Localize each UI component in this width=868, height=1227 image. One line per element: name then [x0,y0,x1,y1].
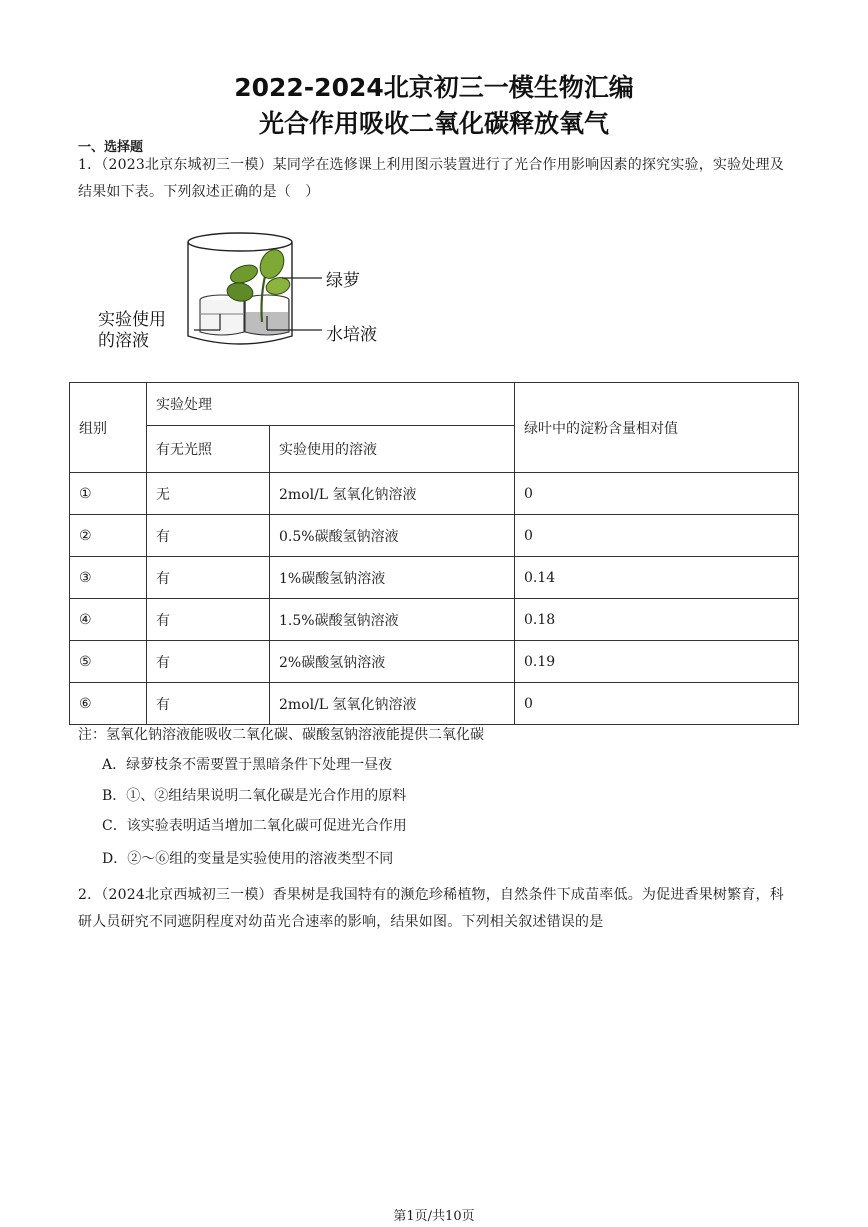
label-solution-line1: 实验使用 [98,310,166,330]
cell-group: ④ [70,599,147,641]
cell-light: 有 [147,641,270,683]
experiment-apparatus-figure [94,226,404,356]
table-row [70,599,799,641]
option-b[interactable]: B．①、②组结果说明二氧化碳是光合作用的原料 [102,788,407,804]
table-row [70,515,799,557]
cell-value: 0.19 [515,641,799,683]
table-row [70,641,799,683]
cell-group: ⑥ [70,683,147,725]
question-1-text: 1．（2023北京东城初三一模）某同学在选修课上利用图示装置进行了光合作用影响因素的探究实验，实验处理及结果如下表。下列叙述正确的是（ ） [78,157,784,200]
cell-light: 有 [147,683,270,725]
label-plant: 绿萝 [326,271,360,291]
cell-light: 有 [147,515,270,557]
cell-group: ③ [70,557,147,599]
table-row [70,683,799,725]
leaf-2 [256,246,289,282]
question-2-text: 2．（2024北京西城初三一模）香果树是我国特有的濒危珍稀植物，自然条件下成苗率低。为促进香果树繁育，科研人员研究不同遮阴程度对幼苗光合速率的影响，结果如图。下列相关叙述错误的是 [78,887,784,930]
header-solution: 实验使用的溶液 [270,426,515,473]
page-footer: 第1页/共10页 [393,1209,475,1224]
cell-value: 0 [515,515,799,557]
cell-solution: 0.5%碳酸氢钠溶液 [270,515,515,557]
cell-group: ① [70,473,147,515]
table-row [70,557,799,599]
section-heading: 一、选择题 [78,140,144,155]
leaf-1 [228,262,260,287]
header-treatment: 实验处理 [147,383,515,426]
results-table [69,382,799,725]
option-c[interactable]: C．该实验表明适当增加二氧化碳可促进光合作用 [102,818,407,834]
cell-light: 无 [147,473,270,515]
header-group: 组别 [70,383,147,473]
option-a[interactable]: A．绿萝枝条不需要置于黑暗条件下处理一昼夜 [102,757,393,773]
table-row [70,473,799,515]
cell-value: 0 [515,473,799,515]
option-d[interactable]: D．②～⑥组的变量是实验使用的溶液类型不同 [102,851,394,867]
cell-solution: 2mol/L 氢氧化钠溶液 [270,683,515,725]
cell-light: 有 [147,557,270,599]
document-title: 2022-2024北京初三一模生物汇编 [234,73,634,102]
header-light: 有无光照 [147,426,270,473]
cell-solution: 1%碳酸氢钠溶液 [270,557,515,599]
table-note: 注：氢氧化钠溶液能吸收二氧化碳、碳酸氢钠溶液能提供二氧化碳 [78,727,484,743]
cell-group: ② [70,515,147,557]
label-hydroponic: 水培液 [326,325,377,345]
cell-solution: 2%碳酸氢钠溶液 [270,641,515,683]
cell-value: 0.18 [515,599,799,641]
cell-value: 0 [515,683,799,725]
label-solution-line2: 的溶液 [98,331,149,351]
document-subtitle: 光合作用吸收二氧化碳释放氧气 [258,109,609,138]
header-result: 绿叶中的淀粉含量相对值 [515,383,799,473]
cell-light: 有 [147,599,270,641]
cell-value: 0.14 [515,557,799,599]
cell-group: ⑤ [70,641,147,683]
cell-solution: 2mol/L 氢氧化钠溶液 [270,473,515,515]
cell-solution: 1.5%碳酸氢钠溶液 [270,599,515,641]
